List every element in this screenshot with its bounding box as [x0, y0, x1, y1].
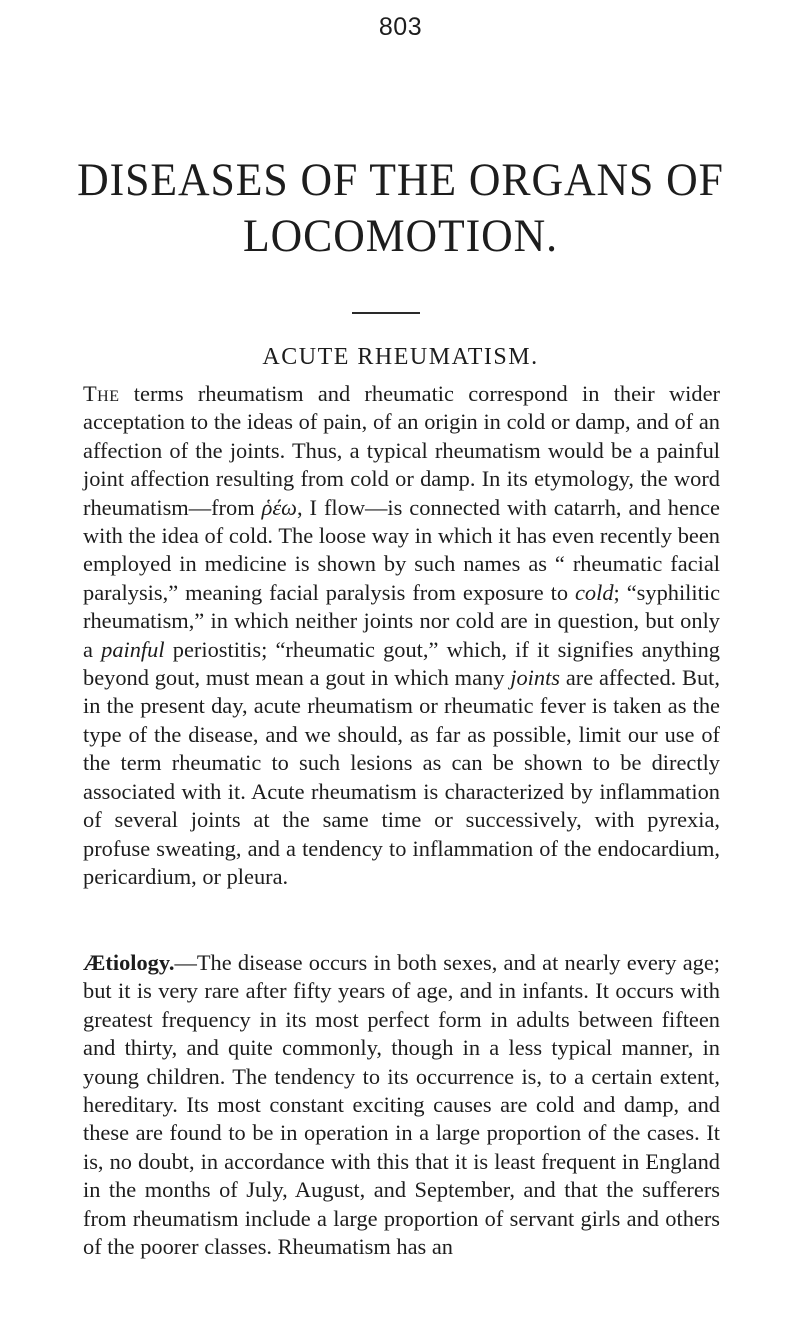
emphasis-text: joints: [510, 665, 561, 691]
chapter-title-line-2: LOCOMOTION.: [243, 210, 558, 262]
title-divider: [352, 312, 420, 314]
chapter-title: [28, 152, 773, 264]
chapter-title-line-1: DISEASES OF THE ORGANS OF: [77, 154, 724, 206]
paragraph-text: , I flow—is connected with catarrh, and hence with the idea of cold. The loose way in which it has even recently been employed in medicine is shown by such names as “ rheumatic facial paralysis,” meaning facial paralysis from exposure to: [83, 494, 720, 605]
paragraph-aetiology: [83, 949, 720, 1261]
paragraph-text: terms rheumatism and rheumatic correspond in their wider acceptation to the ideas of pain, of an origin in cold or damp, and of an affection of the joints. Thus, a typical rheumatism would be a painful joint affection resulting from cold or damp. In its etymology, the word rheumatism—from: [83, 381, 720, 520]
paragraph-introduction: [83, 380, 720, 891]
greek-word: ῥέω: [261, 494, 297, 520]
paragraph-lead-word: The: [83, 381, 120, 406]
emphasis-text: cold: [574, 579, 614, 605]
page-number: 803: [378, 13, 423, 41]
paragraph-text: are affected. But, in the present day, acute rheumatism or rheumatic fever is taken as the type of the disease, and we should, as far as possible, limit our use of the term rheumatic to such lesions as can be shown to be directly associated with it. Acute rheumatism is characterized by inflammation of several joints at the same time or successively, with pyrexia, profuse sweating, and a tendency to inflammation of the endocardium, pericardium, or pleura.: [83, 665, 720, 889]
section-title: ACUTE RHEUMATISM.: [262, 344, 539, 370]
aetiology-heading: Ætiology.: [83, 950, 175, 975]
emphasis-text: painful: [101, 636, 165, 662]
paragraph-text: —The disease occurs in both sexes, and at nearly every age; but it is very rare after fifty years of age, and in infants. It occurs with greatest frequency in its most perfect form in adults between fifteen and thirty, and quite commonly, though in a less typical manner, in young children. The tendency to its occurrence is, to a certain extent, hereditary. Its most constant exciting causes are cold and damp, and these are found to be in operation in a large proportion of the cases. It is, no doubt, in accordance with this that it is least frequent in England in the months of July, August, and September, and that the sufferers from rheumatism include a large proportion of servant girls and others of the poorer classes. Rheumatism has an: [83, 950, 720, 1260]
paragraph-text: ; “syphilitic rheumatism,” in which neither joints nor cold are in question, but only a: [83, 579, 721, 662]
paragraph-text: periostitis; “rheumatic gout,” which, if it signifies anything beyond gout, must mean a gout in which many: [83, 636, 720, 691]
